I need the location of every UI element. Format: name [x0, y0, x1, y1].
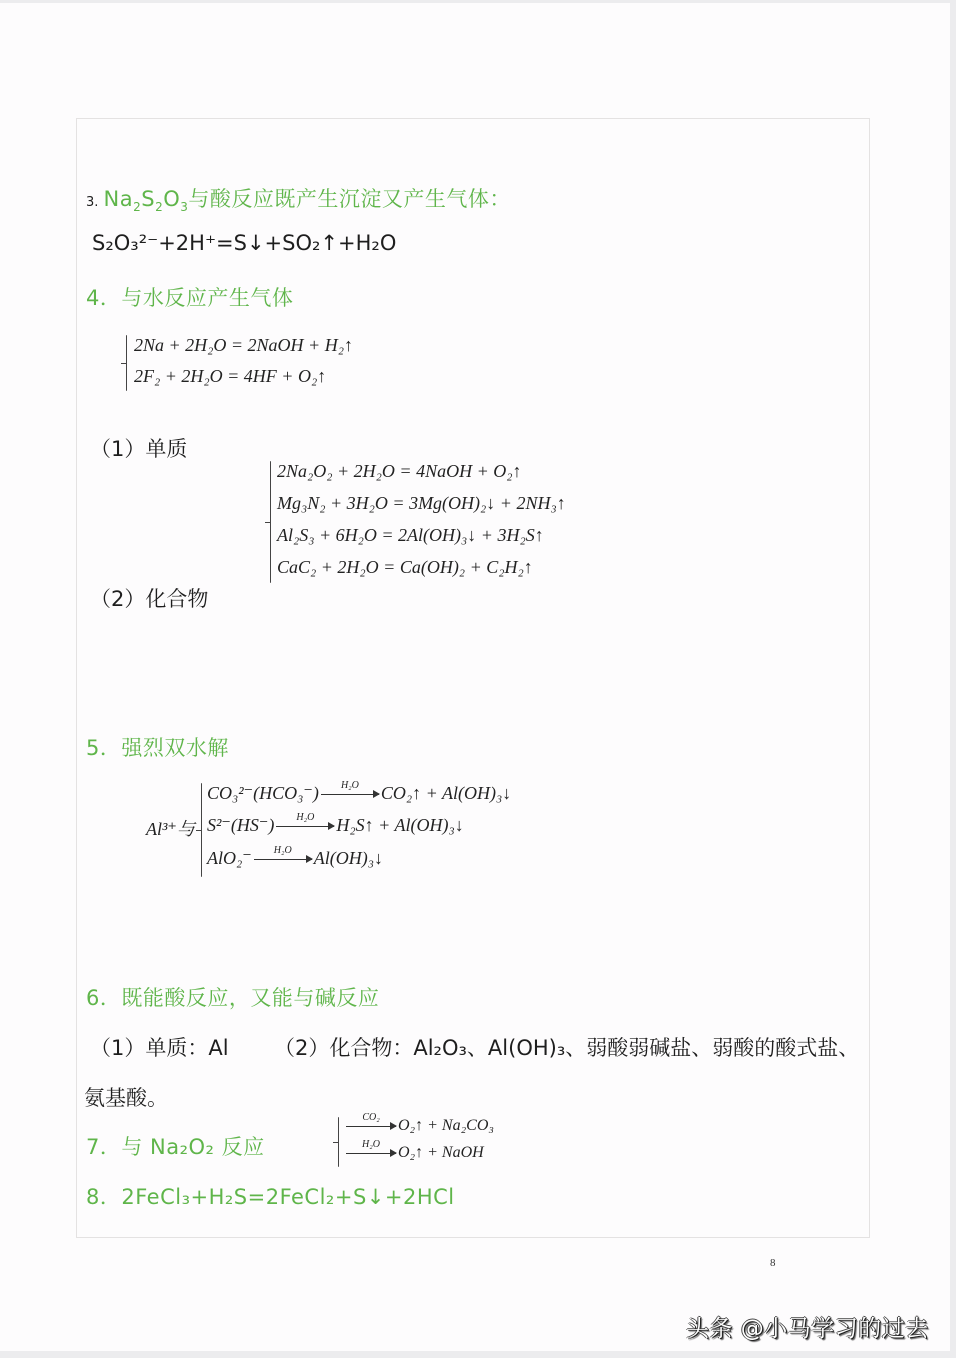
equation-al2s3-water: Al₂S₃ + 6H₂O = 2Al(OH)₃↓ + 3H₂S↑: [277, 525, 544, 545]
product: O₂↑ + NaOH: [398, 1144, 484, 1161]
section-3-heading: [86, 183, 511, 214]
equation-mg3n2-water: Mg₃N₂ + 3H₂O = 3Mg(OH)₂↓ + 2NH₃↑: [277, 493, 566, 513]
product: Al(OH)₃↓: [313, 848, 384, 868]
product: CO₂↑ + Al(OH)₃↓: [380, 783, 512, 803]
section-5-heading: 5．强烈双水解: [86, 736, 229, 760]
reactant: CO₃²⁻(HCO₃⁻): [207, 783, 319, 803]
section-6-compounds: （2）化合物：Al₂O₃、Al(OH)₃、弱酸弱碱盐、弱酸的酸式盐、: [274, 1036, 860, 1060]
section-7-heading: 7．与 Na₂O₂ 反应: [86, 1135, 265, 1159]
section-6-heading: 6．既能酸反应，又能与碱反应: [86, 986, 380, 1010]
page-number: 8: [770, 1257, 776, 1269]
subsection-elements-label: （1）单质: [90, 437, 188, 461]
title-s: S: [141, 187, 156, 211]
title-o: O: [163, 187, 181, 211]
section-3-number: 3: [86, 195, 95, 210]
arrow-icon: [346, 1111, 396, 1127]
brace-icon: [270, 461, 271, 583]
na2o2-row-co2: [344, 1111, 494, 1135]
product: O₂↑ + Na₂CO₃: [398, 1117, 494, 1134]
document-page: [0, 3, 950, 1351]
reactant: S²⁻(HS⁻): [207, 815, 275, 835]
hydrolysis-row-sulfide: [207, 812, 464, 836]
al3-lead: Al³⁺与: [146, 819, 195, 839]
section-8-heading: 8．2FeCl₃+H₂S=2FeCl₂+S↓+2HCl: [86, 1185, 455, 1209]
title-na: Na: [103, 187, 134, 211]
hydrolysis-row-aluminate: [207, 845, 384, 869]
equation-na2o2-water: 2Na₂O₂ + 2H₂O = 4NaOH + O₂↑: [277, 461, 522, 481]
brace-icon: [201, 783, 202, 877]
arrow-icon: [321, 780, 379, 795]
arrow-icon: [254, 845, 312, 860]
section-3-sep: .: [94, 195, 99, 210]
brace-icon: [126, 335, 127, 391]
title-sub: 2: [155, 200, 164, 215]
arrow-label: H₂O: [273, 845, 292, 857]
equation-f2-water: 2F₂ + 2H₂O = 4HF + O₂↑: [134, 366, 327, 386]
product: H₂S↑ + Al(OH)₃↓: [336, 815, 464, 835]
arrow-icon: [346, 1138, 396, 1154]
watermark: 头条 @小马学习的过去: [686, 1316, 929, 1342]
section-4-heading: 4．与水反应产生气体: [86, 286, 294, 310]
section-3-equation: S₂O₃²⁻+2H⁺=S↓+SO₂↑+H₂O: [92, 231, 397, 255]
title-sub: 3: [180, 200, 189, 215]
na2o2-row-h2o: [344, 1138, 484, 1162]
arrow-label: H₂O: [362, 1138, 380, 1150]
section-6-elements: （1）单质：Al: [90, 1036, 229, 1060]
arrow-label: H₂O: [340, 780, 359, 792]
arrow-label: CO₂: [362, 1111, 380, 1123]
equation-2na-water: 2Na + 2H₂O = 2NaOH + H₂↑: [134, 335, 353, 355]
hydrolysis-row-carbonate: [207, 780, 512, 804]
arrow-label: H₂O: [296, 812, 315, 824]
brace-icon: [338, 1117, 339, 1167]
reactant: AlO₂⁻: [207, 848, 252, 868]
title-sub: 2: [133, 200, 142, 215]
title-text: 与酸反应既产生沉淀又产生气体：: [188, 187, 511, 211]
subsection-compounds-label: （2）化合物: [90, 587, 209, 611]
equation-cac2-water: CaC₂ + 2H₂O = Ca(OH)₂ + C₂H₂↑: [277, 557, 533, 577]
section-6-continued: 氨基酸。: [84, 1086, 168, 1110]
arrow-icon: [276, 812, 334, 827]
section-3-title: [103, 187, 511, 215]
